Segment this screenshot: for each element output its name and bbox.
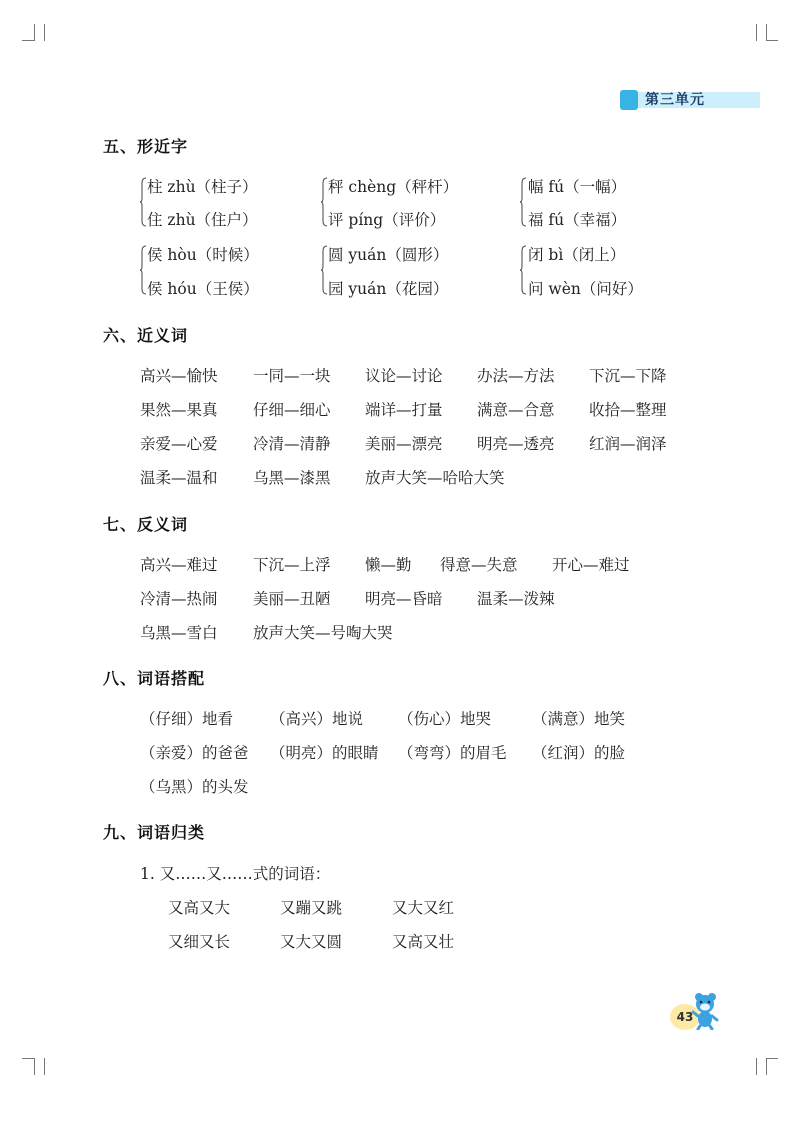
word-pair: 美丽—丑陋 (253, 590, 331, 608)
crop-mark (766, 1058, 778, 1059)
word-pair: 高兴—愉快 (140, 367, 218, 385)
brace-icon (321, 245, 327, 295)
crop-mark (766, 40, 778, 41)
word-pair: 端详—打量 (365, 401, 443, 419)
word: 又细又长 (168, 933, 231, 951)
brace-icon (140, 245, 146, 295)
word-pair: 冷清—热闹 (140, 590, 218, 608)
crop-mark (766, 1058, 767, 1075)
word-pair: 明亮—昏暗 (365, 590, 443, 608)
word-pair: 下沉—上浮 (253, 556, 331, 574)
crop-mark (34, 24, 35, 41)
collocation-item: （亲爱）的爸爸 (140, 744, 249, 762)
crop-mark (34, 1058, 35, 1075)
similar-char-item: 幅 fú（一幅） (528, 178, 627, 196)
word-pair: 果然—果真 (140, 401, 218, 419)
collocation-item: （红润）的脸 (532, 744, 626, 762)
collocation-item: （明亮）的眼睛 (270, 744, 379, 762)
section-title-classification: 九、词语归类 (103, 823, 206, 842)
word: 又大又红 (392, 899, 455, 917)
word-pair: 冷清—清静 (253, 435, 331, 453)
word-pair: 乌黑—漆黑 (253, 469, 331, 487)
crop-mark (44, 1058, 45, 1075)
word-pair: 高兴—难过 (140, 556, 218, 574)
brace-icon (140, 177, 146, 227)
crop-mark (756, 1058, 757, 1075)
similar-char-item: 侯 hòu（时候） (147, 246, 259, 264)
word-pair: 红润—润泽 (589, 435, 667, 453)
similar-char-item: 闭 bì（闭上） (528, 246, 626, 264)
word-pair: 办法—方法 (477, 367, 555, 385)
section-title-antonyms: 七、反义词 (103, 515, 189, 534)
page-number: 43 (670, 1004, 700, 1030)
word-pair: 满意—合意 (477, 401, 555, 419)
word-pair: 温柔—泼辣 (477, 590, 555, 608)
brace-icon (321, 177, 327, 227)
collocation-item: （弯弯）的眉毛 (398, 744, 507, 762)
collocation-item: （高兴）地说 (270, 710, 364, 728)
crop-mark (22, 1058, 34, 1059)
word-pair: 亲爱—心爱 (140, 435, 218, 453)
similar-char-item: 秤 chèng（秤杆） (328, 178, 459, 196)
word-pair: 收拾—整理 (589, 401, 667, 419)
collocation-item: （仔细）地看 (140, 710, 234, 728)
crop-mark (22, 40, 34, 41)
unit-title: 第三单元 (645, 92, 705, 108)
word-pair: 明亮—透亮 (477, 435, 555, 453)
collocation-item: （满意）地笑 (532, 710, 626, 728)
word: 又高又壮 (392, 933, 455, 951)
word-pair: 乌黑—雪白 (140, 624, 218, 642)
similar-char-item: 园 yuán（花园） (328, 280, 449, 298)
similar-char-item: 问 wèn（问好） (528, 280, 643, 298)
word-pair: 温柔—温和 (140, 469, 218, 487)
section-title-collocation: 八、词语搭配 (103, 669, 206, 688)
word-pair: 一同—一块 (253, 367, 331, 385)
section-title-synonyms: 六、近义词 (103, 326, 189, 345)
collocation-item: （乌黑）的头发 (140, 778, 249, 796)
word-pair: 仔细—细心 (253, 401, 331, 419)
similar-char-item: 圆 yuán（圆形） (328, 246, 449, 264)
classification-item-label: 1. 又……又……式的词语： (140, 865, 331, 883)
unit-header-tab (620, 90, 638, 110)
brace-icon (520, 245, 526, 295)
similar-char-item: 评 píng（评价） (328, 211, 446, 229)
word-pair: 放声大笑—号啕大哭 (253, 624, 393, 642)
similar-char-item: 福 fú（幸福） (528, 211, 627, 229)
word-pair: 美丽—漂亮 (365, 435, 443, 453)
crop-mark (44, 24, 45, 41)
word: 又大又圆 (280, 933, 343, 951)
section-title-similar-chars: 五、形近字 (103, 137, 189, 156)
word-pair: 议论—讨论 (365, 367, 443, 385)
bear-mascot-icon (690, 990, 720, 1030)
word-pair: 放声大笑—哈哈大笑 (365, 469, 505, 487)
word-pair: 懒—勤 (365, 556, 412, 574)
crop-mark (766, 24, 767, 41)
collocation-item: （伤心）地哭 (398, 710, 492, 728)
similar-char-item: 住 zhù（住户） (147, 211, 258, 229)
similar-char-item: 柱 zhù（柱子） (147, 178, 258, 196)
word-pair: 得意—失意 (440, 556, 518, 574)
word-pair: 开心—难过 (552, 556, 630, 574)
word: 又蹦又跳 (280, 899, 343, 917)
similar-char-item: 侯 hóu（王侯） (147, 280, 259, 298)
word-pair: 下沉—下降 (589, 367, 667, 385)
word: 又高又大 (168, 899, 231, 917)
crop-mark (756, 24, 757, 41)
brace-icon (520, 177, 526, 227)
